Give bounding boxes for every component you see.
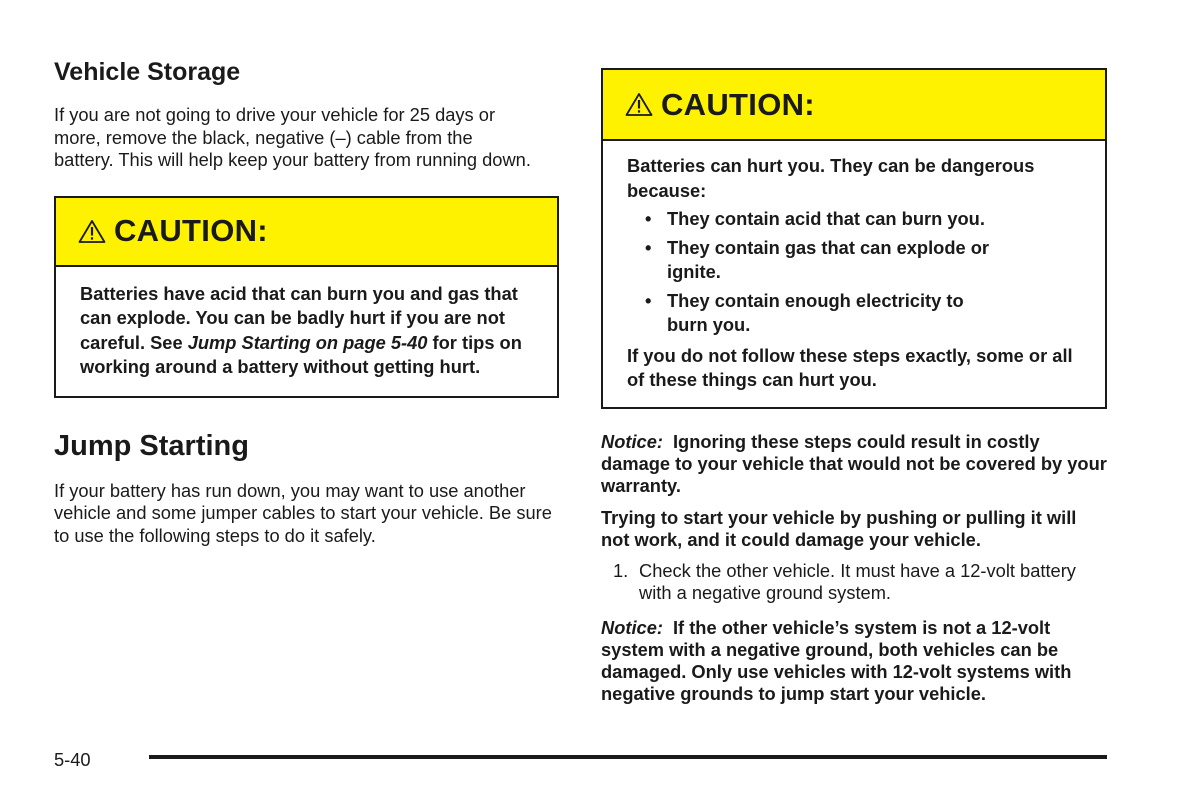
left-column bbox=[54, 56, 559, 547]
caution-bullet-list bbox=[627, 207, 1083, 338]
bullet-electricity: • They contain enough electricity to burn you. bbox=[645, 289, 1007, 338]
step-number: 1. bbox=[613, 559, 629, 581]
warning-triangle-icon bbox=[625, 92, 653, 117]
caution-intro: Batteries can hurt you. They can be dangerous because: bbox=[627, 155, 1035, 201]
step-item bbox=[601, 560, 1107, 604]
notice-text: If the other vehicle’s system is not a 12-volt system with a negative ground, both vehicles can be damaged. Only use vehicles with 12-volt systems with negative grounds to jump start your vehicle. bbox=[601, 616, 1072, 704]
caution-body bbox=[56, 267, 557, 396]
cross-reference-link[interactable]: Jump Starting on page 5-40 bbox=[187, 331, 428, 353]
bullet-acid: • They contain acid that can burn you. bbox=[645, 207, 1083, 232]
caution-header bbox=[56, 198, 557, 267]
notice-label: Notice: bbox=[601, 616, 663, 638]
notice-12-volt-system bbox=[601, 617, 1107, 705]
warning-triangle-icon bbox=[78, 219, 106, 244]
vehicle-storage-body: If you are not going to drive your vehicle for 25 days or more, remove the black, negative (–) cable from the battery. This will help keep your battery from running down. bbox=[54, 104, 531, 170]
caution-body bbox=[603, 141, 1105, 407]
jump-starting-body: If your battery has run down, you may want to use another vehicle and some jumper cables to start your vehicle. Be sure to use the following steps to do it safely. bbox=[54, 479, 552, 546]
notice-text: Ignoring these steps could result in costly damage to your vehicle that would not be covered by your warranty. bbox=[601, 430, 1107, 496]
caution-box-battery-dangers bbox=[601, 68, 1107, 409]
caution-text: Batteries have acid that can burn you and gas that can explode. You can be badly hurt if you are not careful. See bbox=[80, 282, 518, 353]
notice-label: Notice: bbox=[601, 430, 663, 452]
footer-rule bbox=[149, 755, 1107, 759]
jump-starting-heading: Jump Starting bbox=[54, 429, 249, 462]
push-start-warning: Trying to start your vehicle by pushing or pulling it will not work, and it could damage your vehicle. bbox=[601, 506, 1077, 550]
notice-costly-damage bbox=[601, 431, 1107, 497]
caution-closing: If you do not follow these steps exactly, some or all of these things can hurt you. bbox=[627, 344, 1073, 390]
caution-header bbox=[603, 70, 1105, 141]
page-number: 5-40 bbox=[54, 749, 91, 770]
caution-text-continued: for tips on working around a battery without getting hurt. bbox=[80, 331, 522, 377]
step-text: Check the other vehicle. It must have a 12-volt battery with a negative ground system. bbox=[639, 559, 1076, 603]
jump-start-steps bbox=[601, 560, 1107, 604]
caution-box-battery-acid bbox=[54, 196, 559, 398]
right-column bbox=[601, 68, 1107, 705]
vehicle-storage-heading: Vehicle Storage bbox=[54, 58, 241, 86]
caution-title: CAUTION: bbox=[114, 213, 268, 248]
caution-title: CAUTION: bbox=[661, 86, 815, 122]
bullet-gas: • They contain gas that can explode or ignite. bbox=[645, 236, 1007, 285]
